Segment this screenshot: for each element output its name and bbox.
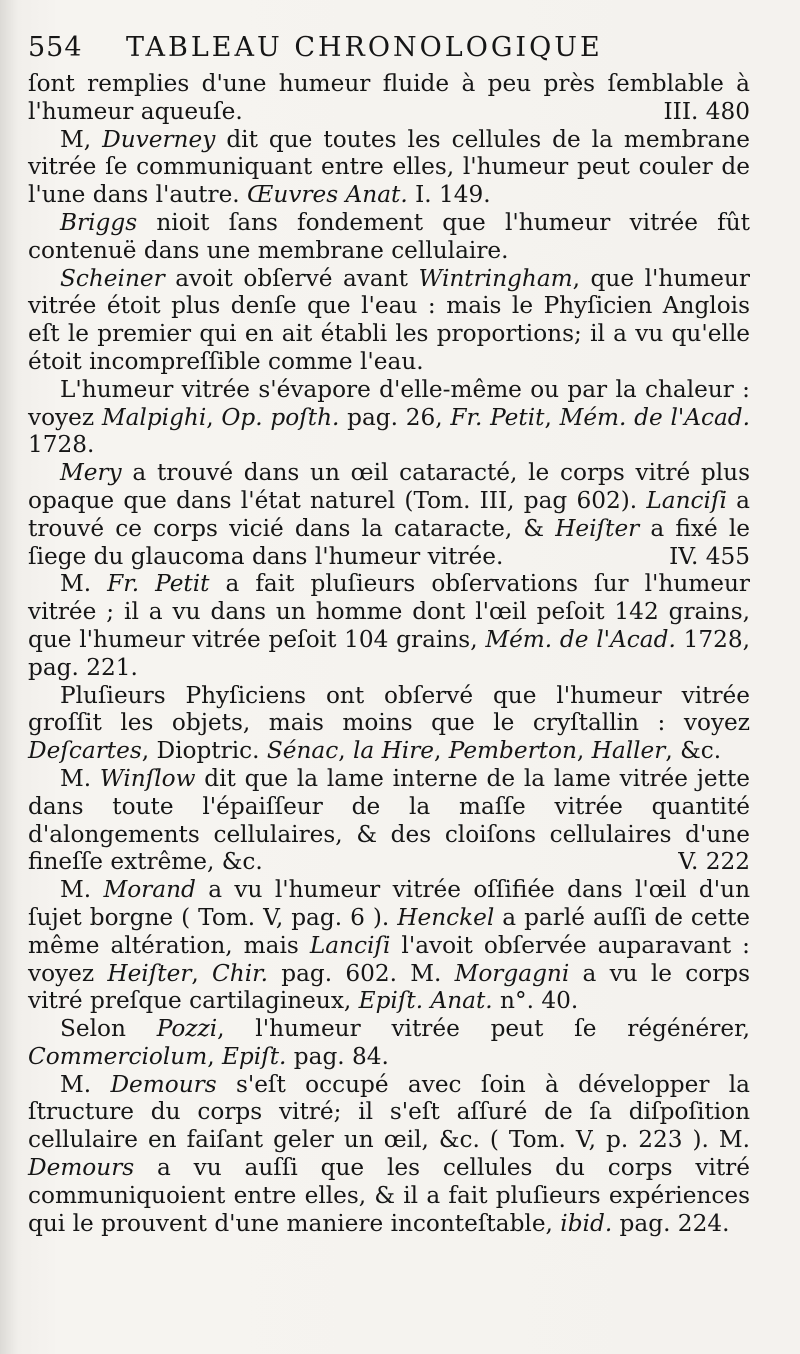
text-run: dit que toutes les cellules de la membrane vitrée ſe communiquant entre elles, l'humeur peut couler de l'une dans l'autre. [28,125,751,209]
text-run: M. [60,1070,111,1098]
italic-text-run: Deſcartes [28,737,142,765]
text-run: M, [60,125,103,153]
text-run: , [207,1042,222,1070]
text-run: 1728, pag. 221. [28,625,750,681]
paragraph [28,682,750,765]
volume-reference: V. 222 [678,848,750,876]
text-run: nioit ſans fondement que l'humeur vitrée fût contenuë dans une membrane cellulaire. [28,208,750,264]
text-run: pag. 224. [612,1209,730,1237]
page-body [28,70,750,1237]
paragraph [28,765,750,876]
italic-text-run: Mém. de l'Acad. [485,625,676,653]
page-number: 554 [28,32,83,63]
running-head: TABLEAU CHRONOLOGIQUE [126,32,603,63]
italic-text-run: Morand [103,876,196,904]
text-run: , [206,403,222,431]
text-run: L'humeur vitrée s'évapore d'elle-même ou par la chaleur : voyez [28,375,750,431]
text-run: , [338,737,353,765]
italic-text-run: Lanciſi [309,931,391,959]
text-run: Selon [60,1015,157,1043]
paragraph [28,459,750,570]
italic-text-run: ibid. [560,1209,613,1237]
text-run: a trouvé dans un œil cataracté, le corps vitré plus opaque que dans l'état naturel (Tom. III, pag 602). [28,459,750,514]
text-run: a vu l'humeur vitrée oſſifiée dans l'œil d'un ſujet borgne ( Tom. V, pag. 6 ). [28,876,751,931]
text-run: Pluſieurs Phyſiciens ont obſervé que l'humeur vitrée groſſit les objets, mais moins que le cryſtallin : voyez [28,681,750,737]
italic-text-run: Pozzi [156,1015,218,1043]
italic-text-run: Malpighi [101,403,207,431]
text-run: a trouvé ce corps vicié dans la cataracte, & [28,486,750,542]
text-run: , Dioptric. [141,737,267,765]
italic-text-run: Haller [591,737,666,765]
paragraph [28,265,750,376]
italic-text-run: Heiſter [107,959,192,987]
italic-text-run: Scheiner [60,264,165,292]
italic-text-run: Morgagni [454,959,570,987]
text-run: , l'humeur vitrée peut ſe régénérer, [217,1015,750,1043]
text-run: pag. 26, [339,403,451,431]
italic-text-run: Op. poſth. [221,403,340,431]
text-run: avoit obſervé avant [164,264,419,292]
paragraph [28,126,750,209]
text-run: , &c. [665,737,722,765]
paragraph [28,1015,750,1071]
text-run: dit que la lame interne de la lame vitrée jette dans toute l'épaiſſeur de la maſſe vitrée quantité d'alongements cellulaires, & des cloiſons cellulaires d'une fineſſe extrême, &c. [28,764,750,876]
italic-text-run: Mery [60,459,122,487]
italic-text-run: la Hire [352,737,435,765]
italic-text-run: Œuvres Anat. [247,181,408,209]
text-run: , [544,403,560,431]
text-run: l'avoit obſervée auparavant : voyez [28,931,750,987]
text-run: pag. 602. M. [268,959,455,987]
text-run: M. [60,764,100,792]
italic-text-run: Demours [110,1070,217,1098]
text-run: n°. 40. [492,987,579,1015]
italic-text-run: Winſlow [99,764,196,792]
text-run: a vu auſſi que les cellules du corps vitré communiquoient entre elles, & il a fait pluſieurs expériences qui le prouvent d'une maniere inconteſtable, [28,1154,750,1237]
page-header [28,30,758,70]
text-run: M. [60,876,104,904]
italic-text-run: Wintringham [418,264,573,292]
text-run: s'eſt occupé avec ſoin à développer la ſtructure du corps vitré; il s'eſt aſſuré de ſa diſpoſition cellulaire en faiſant geler un œil, &c. ( Tom. V, p. 223 ). M. [28,1070,750,1154]
italic-text-run: Duverney [102,125,216,153]
text-run: pag. 84. [286,1042,389,1070]
text-run: , [434,737,449,765]
volume-reference: III. 480 [663,97,750,125]
italic-text-run: Commerciolum [28,1042,208,1070]
paragraph [28,376,750,459]
italic-text-run: Heiſter [555,514,640,542]
text-run: a fixé le ſiege du glaucoma dans l'humeur vitrée. [28,514,750,570]
italic-text-run: Lanciſi [646,486,727,514]
paragraph [28,209,750,265]
text-run: ſont remplies d'une humeur fluide à peu près ſemblable à l'humeur aqueuſe. [28,70,750,125]
paragraph [28,876,750,1015]
text-run: , que l'humeur vitrée étoit plus denſe que l'eau : mais le Phyſicien Anglois eſt le premier qui en ait établi les proportions; il a vu qu'elle étoit incompreſſible comme l'eau. [28,264,750,375]
text-run: M. [60,570,108,598]
text-run: I. 149. [407,181,491,209]
italic-text-run: Epiſt. [221,1042,287,1070]
paragraph [28,570,750,681]
text-run: , [191,959,213,987]
text-run: a fait pluſieurs obſervations ſur l'humeur vitrée ; il a vu dans un homme dont l'œil peſoit 142 grains, que l'humeur vitrée peſoit 104 grains, [28,570,750,653]
italic-text-run: Fr. Petit [450,403,545,431]
italic-text-run: Fr. Petit [107,570,210,598]
italic-text-run: Demours [28,1154,135,1182]
italic-text-run: Epiſt. Anat. [358,987,493,1015]
italic-text-run: Chir. [212,959,269,987]
italic-text-run: Pemberton [448,737,577,765]
italic-text-run: Sénac [266,737,339,765]
text-run: 1728. [28,431,95,459]
volume-reference: IV. 455 [669,542,750,570]
paragraph [28,70,750,126]
italic-text-run: Mém. de l'Acad. [559,403,751,431]
text-run: a parlé auſſi de cette même altération, mais [28,903,750,959]
paragraph [28,1071,750,1238]
text-run: , [576,737,592,765]
italic-text-run: Briggs [60,208,138,236]
italic-text-run: Henckel [397,903,495,931]
text-run: a vu le corps vitré preſque cartilagineux, [28,959,750,1015]
